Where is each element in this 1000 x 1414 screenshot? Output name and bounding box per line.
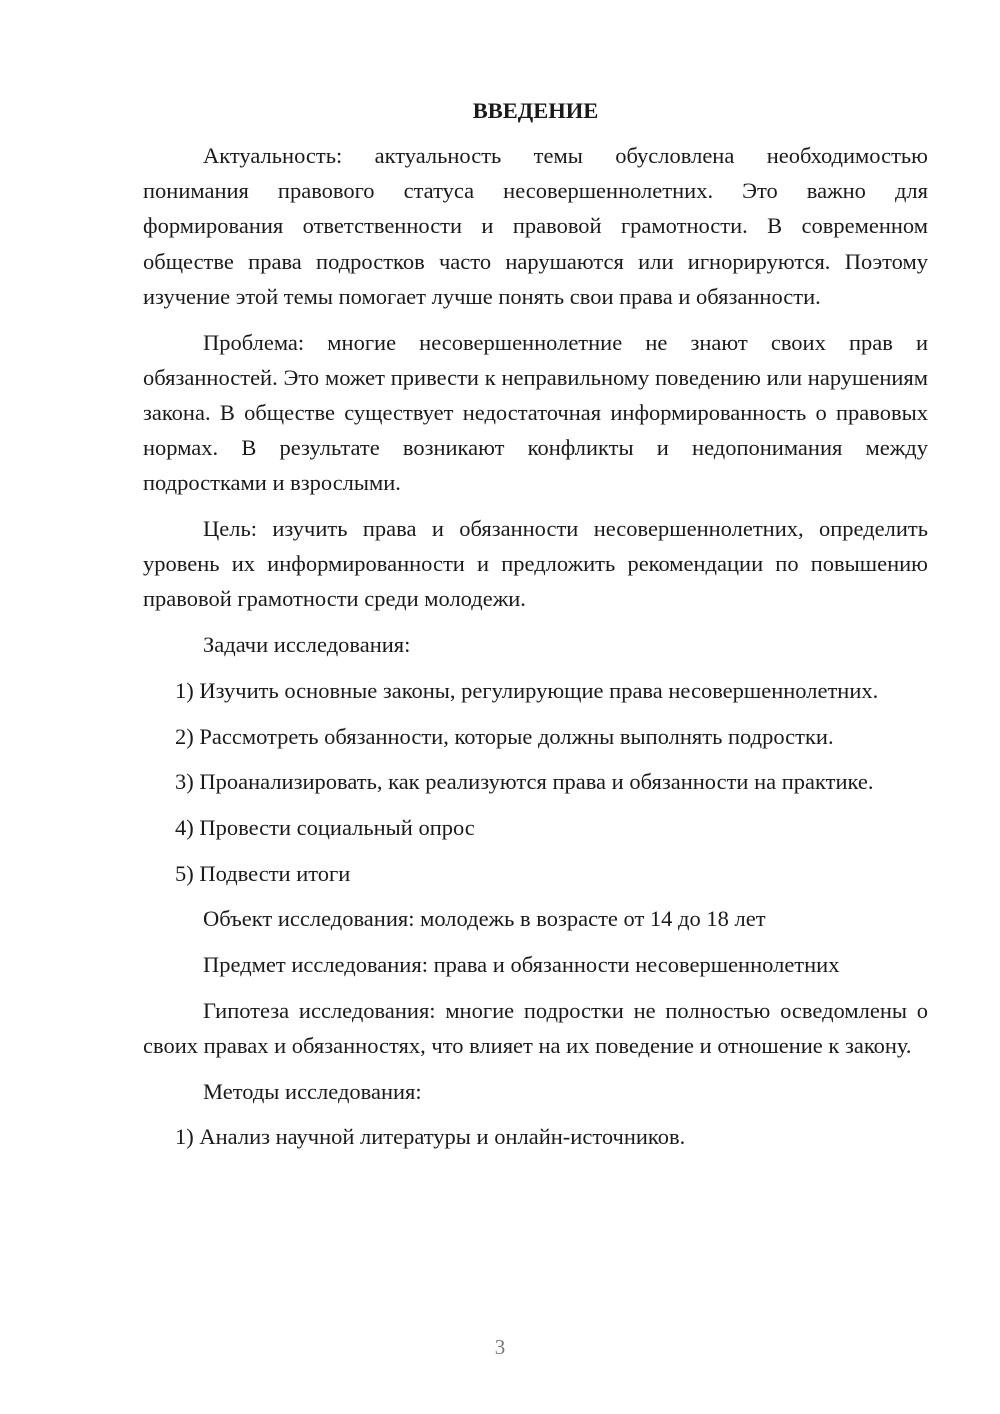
problem-paragraph: Проблема: многие несовершеннолетние не знают своих прав и обязанностей. Это может привести к неправильному поведению или нарушениям закона. В обществе существует недостаточная информированность о правовых нормах. В результате возникают конфликты и недопонимания между подростками и взрослыми. <box>143 329 928 496</box>
relevance-paragraph: Актуальность: актуальность темы обусловлена необходимостью понимания правового статуса несовершеннолетних. Это важно для формирования ответственности и правовой грамотности. В современном обществе права подростков часто нарушаются или игнорируются. Поэтому изучение этой темы помогает лучше понять свои права и обязанности. <box>143 143 928 309</box>
task-item-1: 1) Изучить основные законы, регулирующие права несовершеннолетних. <box>175 677 879 703</box>
tasks-title: Задачи исследования: <box>203 632 411 658</box>
document-body <box>143 93 928 1165</box>
method-item-1: 1) Анализ научной литературы и онлайн-источников. <box>175 1124 686 1150</box>
section-heading: ВВЕДЕНИЕ <box>472 98 599 123</box>
task-item-5: 5) Подвести итоги <box>175 860 351 886</box>
task-item-2: 2) Рассмотреть обязанности, которые должны выполнять подростки. <box>175 723 834 749</box>
task-item-3: 3) Проанализировать, как реализуются права и обязанности на практике. <box>175 769 874 795</box>
hypothesis-paragraph: Гипотеза исследования: многие подростки не полностью осведомлены о своих правах и обязанностях, что влияет на их поведение и отношение к закону. <box>143 997 928 1058</box>
page-number: 3 <box>494 1335 506 1359</box>
object-paragraph: Объект исследования: молодежь в возрасте от 14 до 18 лет <box>203 906 766 932</box>
goal-paragraph: Цель: изучить права и обязанности несовершеннолетних, определить уровень их информированности и предложить рекомендации по повышению правовой грамотности среди молодежи. <box>143 516 928 612</box>
task-item-4: 4) Провести социальный опрос <box>175 814 475 840</box>
subject-paragraph: Предмет исследования: права и обязанности несовершеннолетних <box>203 952 840 978</box>
methods-title: Методы исследования: <box>203 1078 422 1104</box>
